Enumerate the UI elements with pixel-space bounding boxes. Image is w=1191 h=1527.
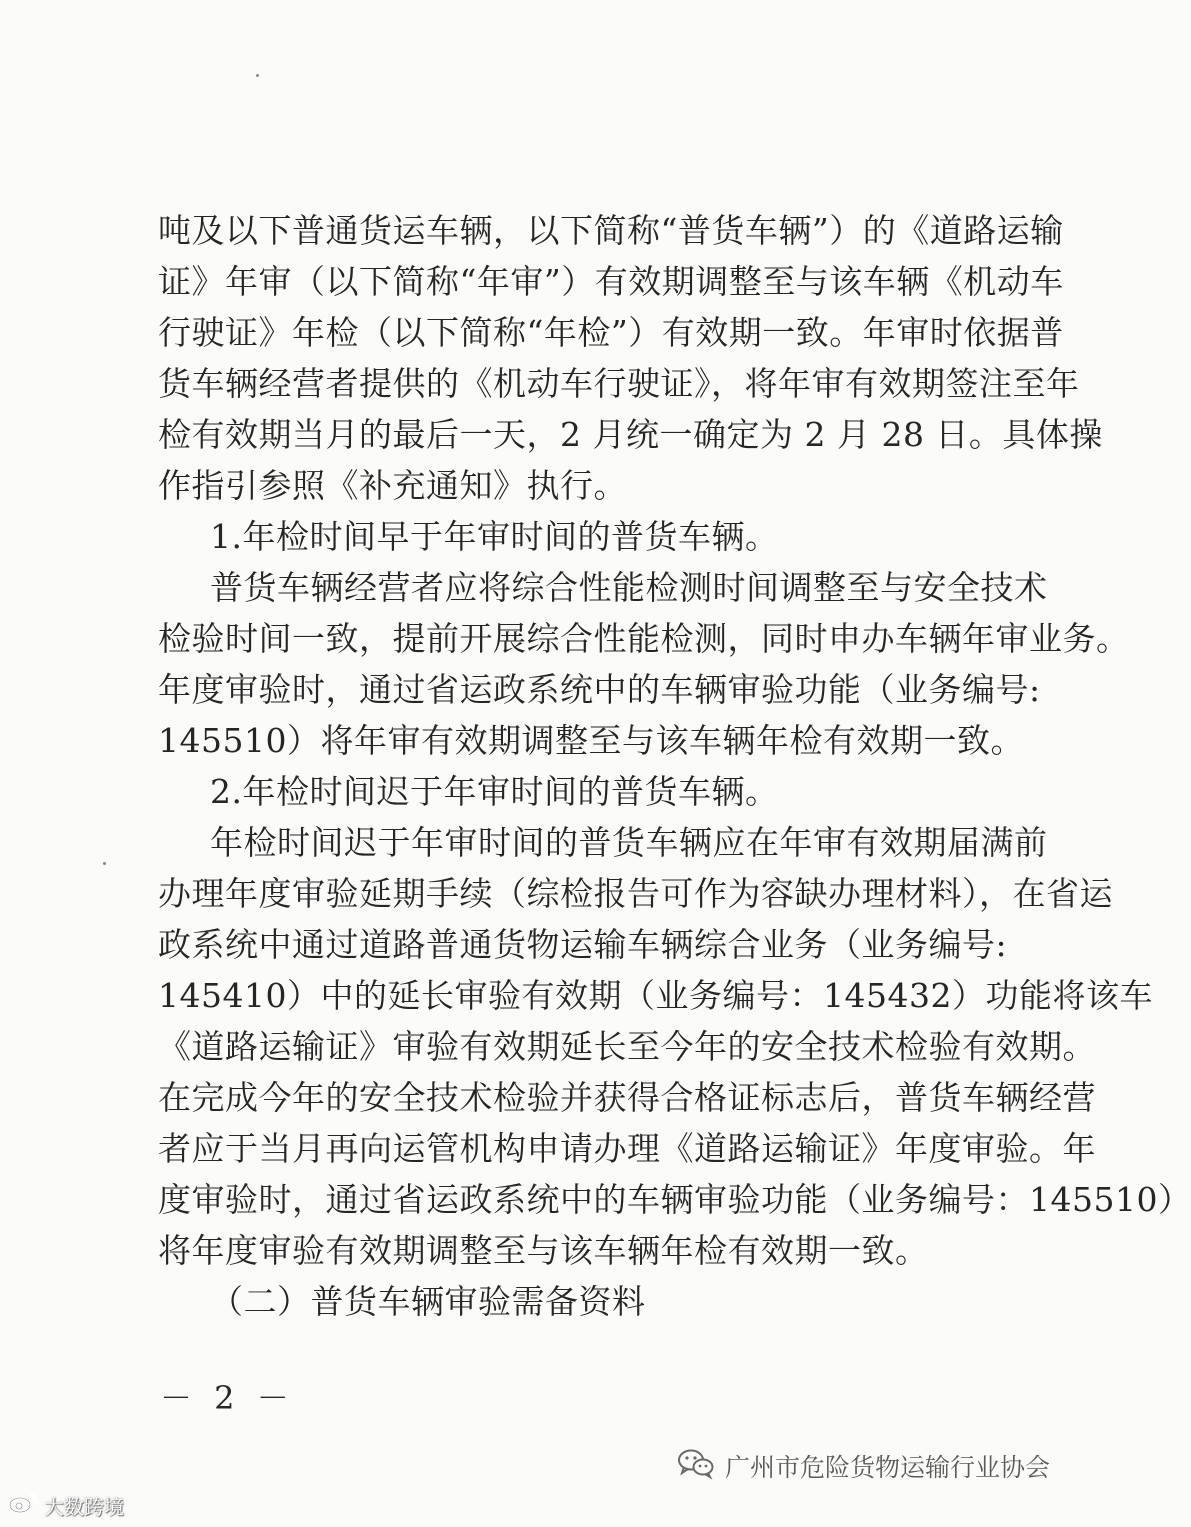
scan-speck <box>256 74 259 77</box>
text-line: 吨及以下普通货运车辆，以下简称“普货车辆”）的《道路运输 <box>158 211 1064 250</box>
text-line: 作指引参照《补充通知》执行。 <box>158 466 627 505</box>
wechat-icon <box>677 1448 715 1484</box>
text-line: 在完成今年的安全技术检验并获得合格证标志后，普货车辆经营 <box>158 1078 1096 1117</box>
page-number: － 2 － <box>160 1379 295 1417</box>
body-text <box>158 205 1191 1327</box>
text-line: 年检时间迟于年审时间的普货车辆应在年审有效期届满前 <box>210 823 1048 862</box>
text-line: 将年度审验有效期调整至与该车辆年检有效期一致。 <box>158 1231 929 1270</box>
scan-speck <box>103 862 106 865</box>
text-line: （二）普货车辆审验需备资料 <box>210 1282 646 1321</box>
text-line: 检有效期当月的最后一天，2 月统一确定为 2 月 28 日。具体操 <box>158 415 1103 454</box>
text-line: 1.年检时间早于年审时间的普货车辆。 <box>210 517 779 556</box>
text-line: 145410）中的延长审验有效期（业务编号：145432）功能将该车 <box>158 976 1153 1015</box>
text-line: 检验时间一致，提前开展综合性能检测，同时申办车辆年审业务。 <box>158 619 1130 658</box>
text-line: 者应于当月再向运管机构申请办理《道路运输证》年度审验。年 <box>158 1129 1096 1168</box>
text-line: 年度审验时，通过省运政系统中的车辆审验功能（业务编号: <box>158 670 1041 709</box>
text-line: 度审验时，通过省运政系统中的车辆审验功能（业务编号：145510） <box>158 1180 1191 1219</box>
watermark-right <box>677 1446 1050 1486</box>
text-line: 货车辆经营者提供的《机动车行驶证》，将年审有效期签注至年 <box>158 364 1080 403</box>
text-line: 行驶证》年检（以下简称“年检”）有效期一致。年审时依据普 <box>158 313 1064 352</box>
watermark-right-text: 广州市危险货物运输行业协会 <box>724 1453 1050 1482</box>
text-line: 2.年检时间迟于年审时间的普货车辆。 <box>210 772 779 811</box>
text-line: 《道路运输证》审验有效期延长至今年的安全技术检验有效期。 <box>158 1027 1096 1066</box>
weibo-logo-icon <box>8 1492 38 1519</box>
text-line: 145510）将年审有效期调整至与该车辆年检有效期一致。 <box>158 721 1024 760</box>
text-line: 证》年审（以下简称“年审”）有效期调整至与该车辆《机动车 <box>158 262 1064 301</box>
watermark-left <box>8 1490 124 1520</box>
watermark-left-text: 大数跨境 <box>44 1494 124 1519</box>
text-line: 办理年度审验延期手续（综检报告可作为容缺办理材料），在省运 <box>158 874 1113 913</box>
text-line: 普货车辆经营者应将综合性能检测时间调整至与安全技术 <box>210 568 1048 607</box>
text-line: 政系统中通过道路普通货物运输车辆综合业务（业务编号: <box>158 925 1008 964</box>
